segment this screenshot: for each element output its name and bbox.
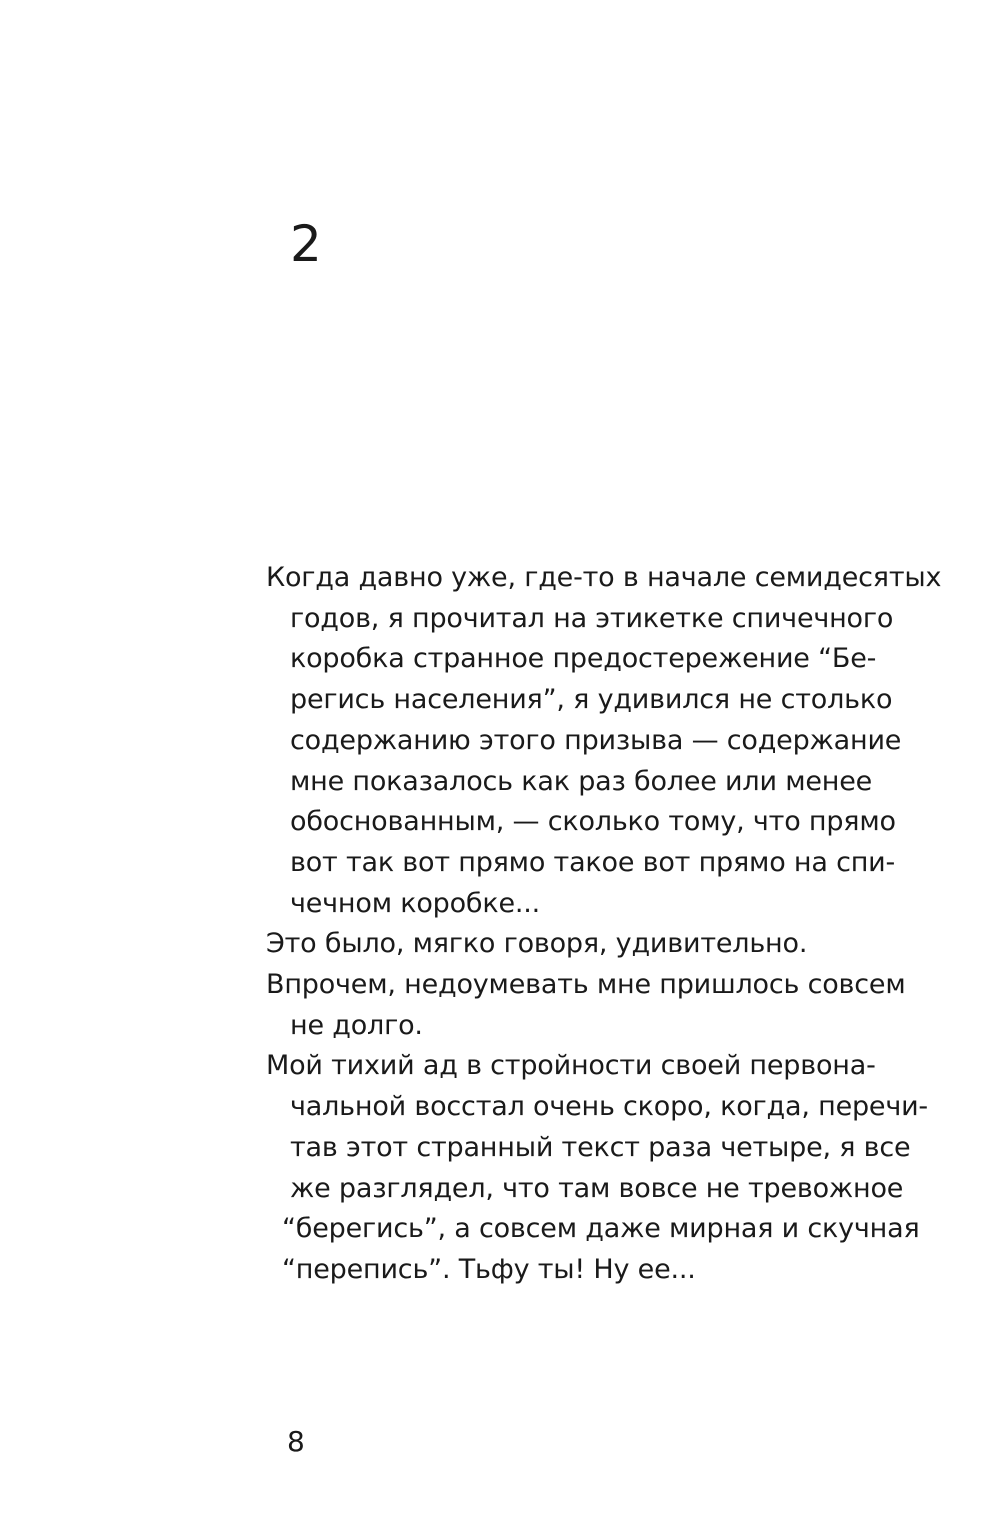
text-line: мне показалось как раз более или менее	[290, 765, 873, 797]
text-line: Впрочем, недоумевать мне пришлось совсем	[266, 969, 906, 1001]
text-line: Когда давно уже, где-то в начале семидесятых	[266, 562, 942, 593]
text-line: “берегись”, а совсем даже мирная и скучная	[282, 1213, 920, 1245]
text-line: же разглядел, что там вовсе не тревожное	[290, 1172, 904, 1204]
chapter-number: 2	[290, 215, 322, 273]
text-line: не долго.	[290, 1009, 423, 1041]
text-line: тав этот странный текст раза четыре, я все	[290, 1131, 911, 1163]
text-line: Мой тихий ад в стройности своей первона-	[266, 1050, 876, 1082]
text-line: “перепись”. Тьфу ты! Ну ее...	[282, 1253, 696, 1285]
text-line: обоснованным, — сколько тому, что прямо	[290, 806, 896, 838]
page-number: 8	[287, 1425, 305, 1458]
paragraph-2	[266, 924, 966, 965]
text-line: чечном коробке...	[290, 887, 541, 919]
text-line: вот так вот прямо такое вот прямо на спи-	[290, 846, 896, 878]
text-line: годов, я прочитал на этикетке спичечного	[290, 602, 894, 634]
body-text	[266, 558, 966, 1291]
paragraph-4	[266, 1046, 966, 1290]
paragraph-1	[266, 558, 966, 924]
text-line: чальной восстал очень скоро, когда, перечи-	[290, 1091, 928, 1123]
text-line: регись населения”, я удивился не столько	[290, 684, 893, 716]
text-line: содержанию этого призыва — содержание	[290, 724, 902, 756]
paragraph-3	[266, 965, 966, 1046]
text-line: Это было, мягко говоря, удивительно.	[266, 928, 808, 960]
text-line: коробка странное предостережение “Бе-	[290, 643, 877, 675]
